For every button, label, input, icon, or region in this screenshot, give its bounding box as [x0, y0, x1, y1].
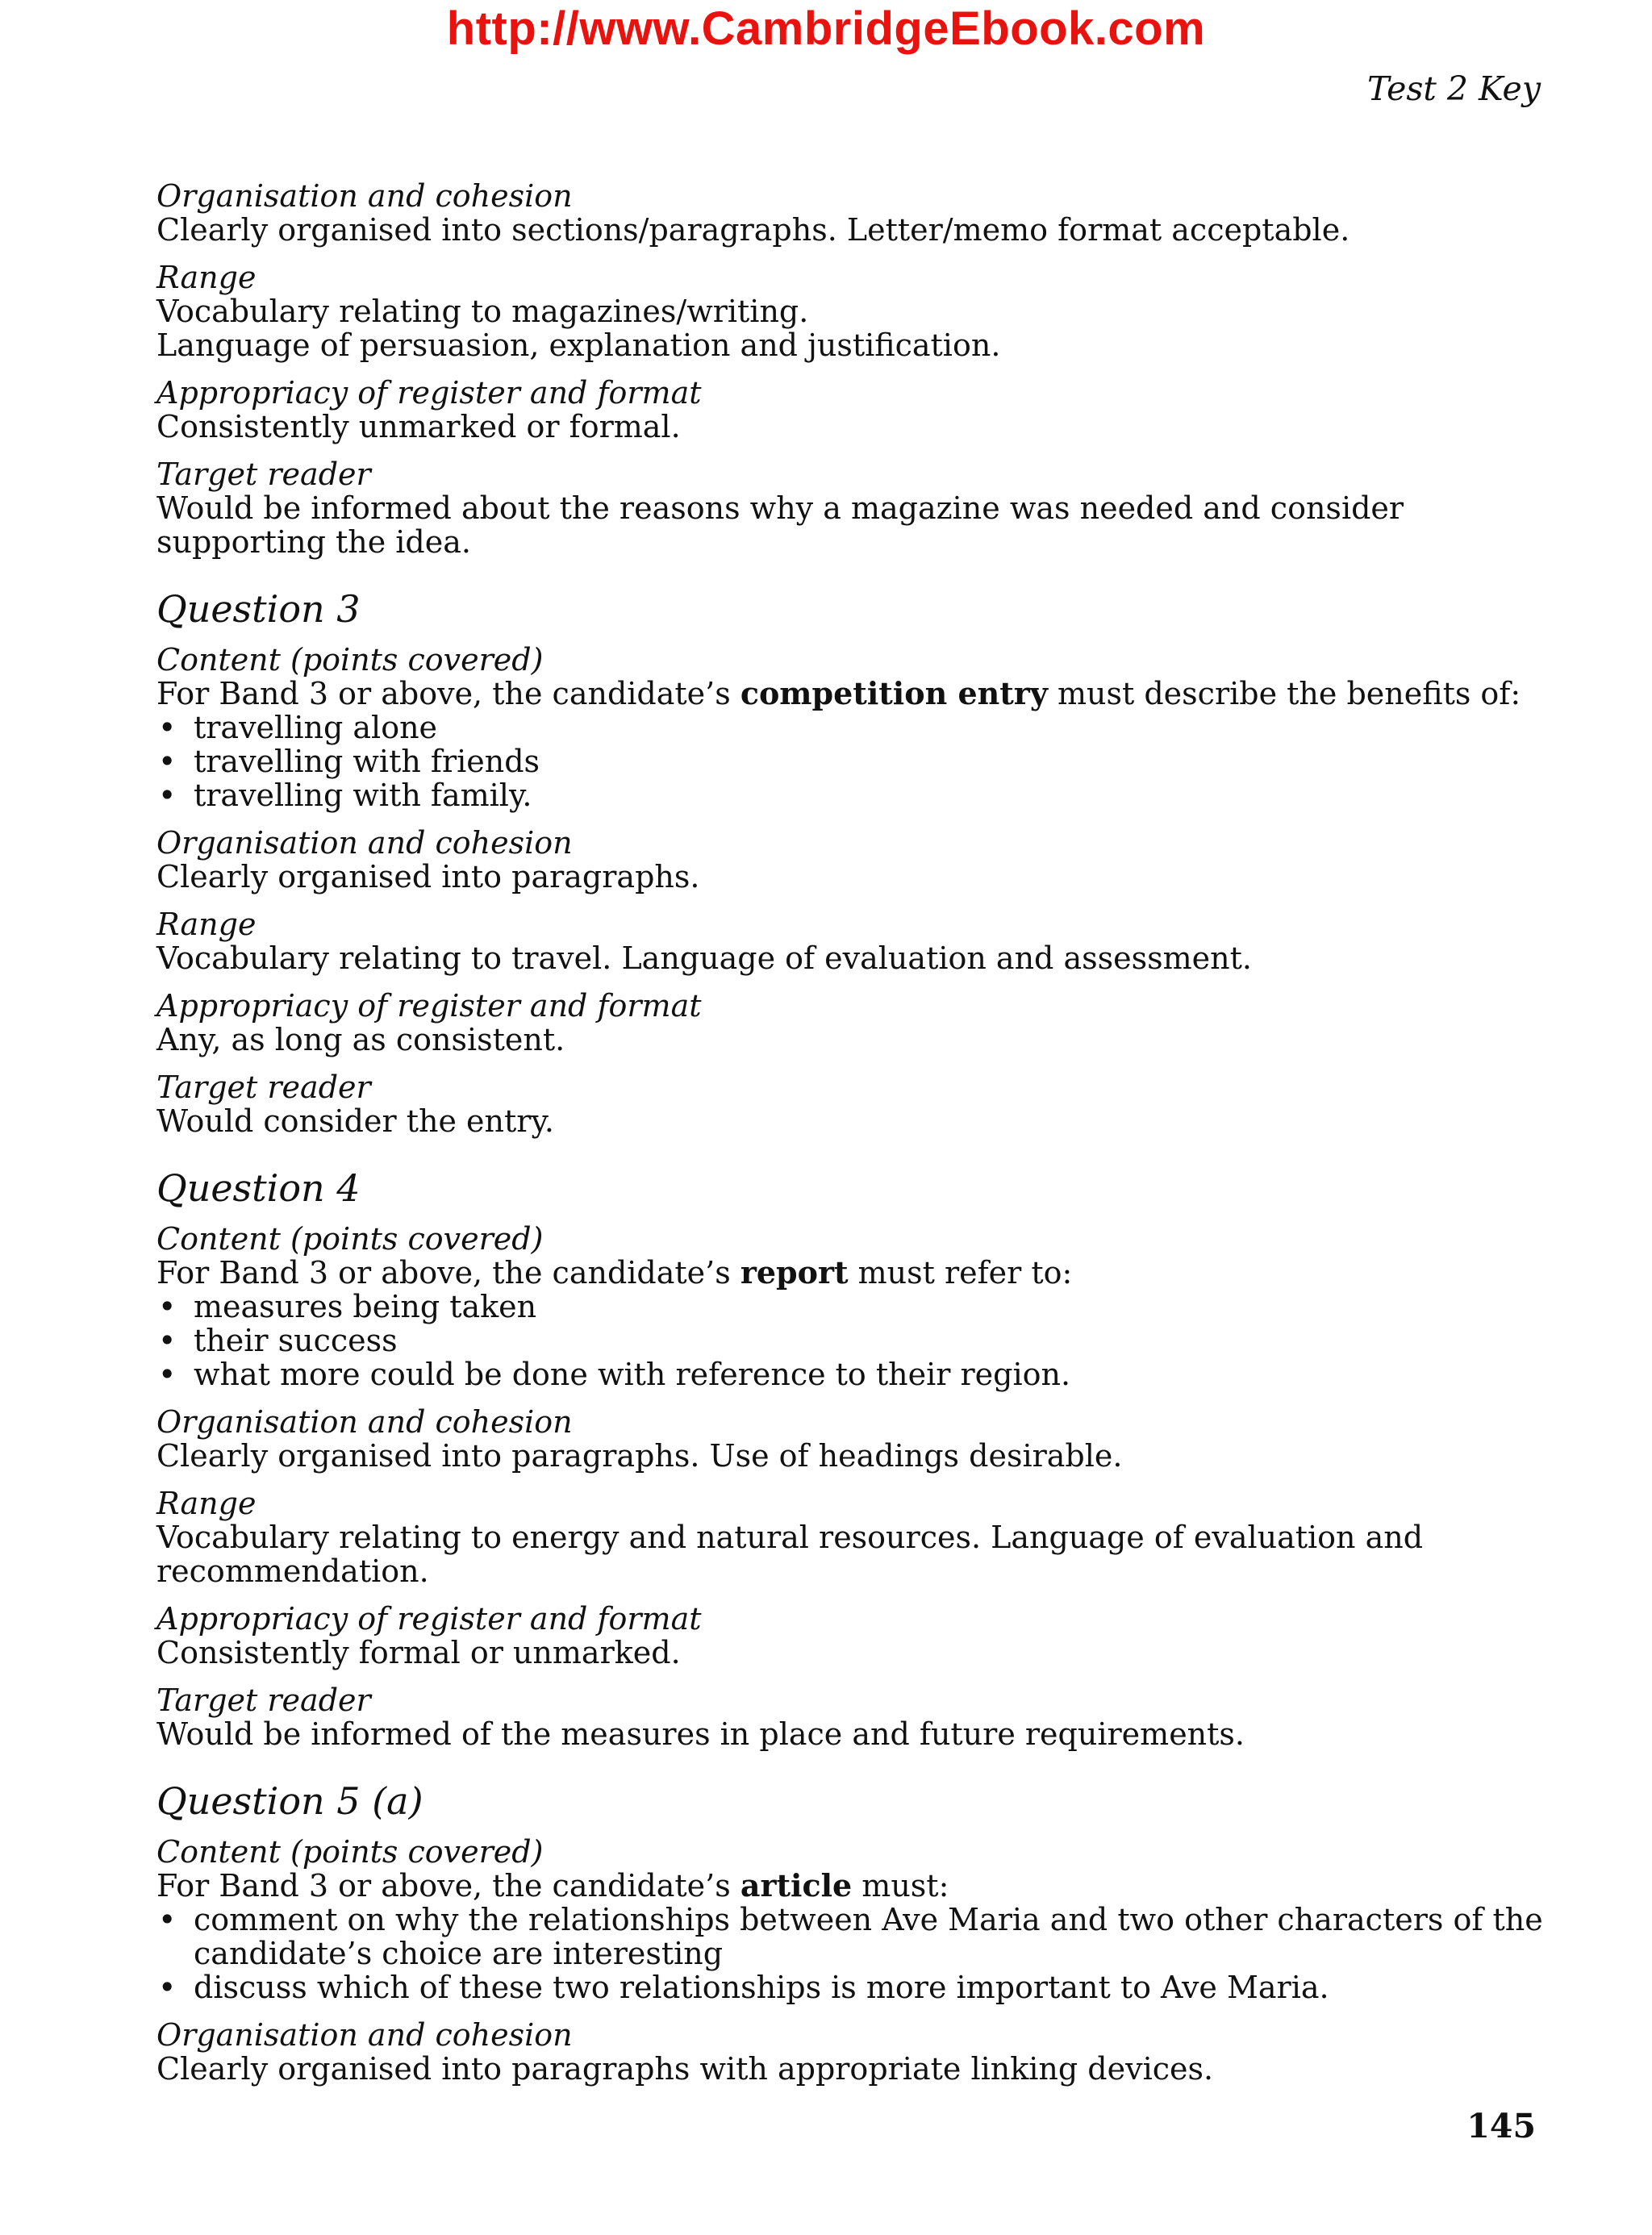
content-label: Content (points covered) — [156, 1834, 544, 1870]
register-text: Consistently unmarked or formal. — [156, 409, 681, 444]
target-reader-text: Would consider the entry. — [156, 1103, 554, 1139]
running-head: Test 2 Key — [1366, 69, 1541, 108]
range-label: Range — [156, 260, 257, 295]
content-pre: For Band 3 or above, the candidate’s — [156, 1255, 740, 1291]
bullet-item: • discuss which of these two relationships is more important to Ave Maria. — [156, 1970, 1544, 2004]
range-block — [156, 907, 1544, 975]
organisation-label: Organisation and cohesion — [156, 178, 573, 214]
intro-section — [156, 179, 1544, 559]
bullet-item: • comment on why the relationships between Ave Maria and two other characters of the candidate’s choice are interesting — [156, 1903, 1544, 1970]
question-4-heading: Question 4 — [156, 1166, 361, 1210]
organisation-block — [156, 1405, 1544, 1473]
organisation-label: Organisation and cohesion — [156, 1404, 573, 1440]
register-block — [156, 1602, 1544, 1670]
range-block — [156, 1487, 1544, 1588]
range-text: Vocabulary relating to energy and natural resources. Language of evaluation and recommendation. — [156, 1520, 1424, 1589]
content-post: must refer to: — [848, 1255, 1073, 1291]
content-block — [156, 1835, 1544, 2004]
organisation-text: Clearly organised into paragraphs. Use of headings desirable. — [156, 1438, 1123, 1474]
content-bullet-list — [156, 711, 1544, 812]
organisation-label: Organisation and cohesion — [156, 825, 573, 861]
bullet-item: • measures being taken — [156, 1290, 1544, 1324]
target-reader-block — [156, 1683, 1544, 1751]
content-intro — [156, 677, 1544, 711]
register-label: Appropriacy of register and format — [156, 988, 702, 1024]
content-label: Content (points covered) — [156, 1221, 544, 1257]
bullet-item: • their success — [156, 1324, 1544, 1357]
target-reader-label: Target reader — [156, 457, 371, 492]
question-3-section — [156, 586, 1544, 1138]
bullet-item: • travelling with friends — [156, 744, 1544, 778]
organisation-block — [156, 826, 1544, 894]
content-task-type: article — [740, 1867, 853, 1904]
content-intro — [156, 1869, 1544, 1903]
register-label: Appropriacy of register and format — [156, 1601, 702, 1637]
organisation-text: Clearly organised into paragraphs with appropriate linking devices. — [156, 2051, 1214, 2087]
bullet-item: • what more could be done with reference to their region. — [156, 1357, 1544, 1391]
target-reader-label: Target reader — [156, 1070, 371, 1105]
target-reader-text: Would be informed of the measures in place and future requirements. — [156, 1716, 1245, 1752]
register-block — [156, 376, 1544, 444]
watermark-url: http://www.CambridgeEbook.com — [446, 2, 1206, 55]
content-bullet-list — [156, 1903, 1544, 2004]
organisation-text: Clearly organised into sections/paragraphs. Letter/memo format acceptable. — [156, 212, 1350, 248]
organisation-label: Organisation and cohesion — [156, 2017, 573, 2053]
page-number: 145 — [1466, 2107, 1536, 2145]
target-reader-text: Would be informed about the reasons why a magazine was needed and consider supporting the idea. — [156, 490, 1404, 560]
target-reader-block — [156, 457, 1544, 559]
register-text: Consistently formal or unmarked. — [156, 1635, 681, 1670]
range-block — [156, 261, 1544, 362]
content-intro — [156, 1256, 1544, 1290]
content-pre: For Band 3 or above, the candidate’s — [156, 676, 740, 711]
content-block — [156, 643, 1544, 812]
range-text: Language of persuasion, explanation and justification. — [156, 327, 1001, 363]
range-text: Vocabulary relating to magazines/writing. — [156, 294, 809, 329]
range-label: Range — [156, 1486, 257, 1521]
content-block — [156, 1222, 1544, 1391]
target-reader-label: Target reader — [156, 1683, 371, 1718]
question-5a-heading: Question 5 (a) — [156, 1779, 423, 1823]
content-task-type: report — [740, 1254, 849, 1291]
register-block — [156, 989, 1544, 1057]
range-text: Vocabulary relating to travel. Language of evaluation and assessment. — [156, 940, 1252, 976]
content-post: must: — [852, 1868, 949, 1904]
target-reader-block — [156, 1070, 1544, 1138]
bullet-item: • travelling with family. — [156, 778, 1544, 812]
register-text: Any, as long as consistent. — [156, 1022, 565, 1057]
range-label: Range — [156, 907, 257, 942]
content-bullet-list — [156, 1290, 1544, 1391]
content-pre: For Band 3 or above, the candidate’s — [156, 1868, 740, 1904]
organisation-text: Clearly organised into paragraphs. — [156, 859, 700, 894]
organisation-block — [156, 179, 1544, 247]
content-label: Content (points covered) — [156, 642, 544, 678]
question-3-heading: Question 3 — [156, 587, 361, 631]
register-label: Appropriacy of register and format — [156, 375, 702, 411]
content-post: must describe the benefits of: — [1047, 676, 1521, 711]
bullet-item: • travelling alone — [156, 711, 1544, 744]
content-task-type: competition entry — [740, 675, 1048, 711]
question-4-section — [156, 1165, 1544, 1751]
organisation-block — [156, 2018, 1544, 2086]
question-5a-section — [156, 1778, 1544, 2086]
page-content — [156, 179, 1544, 2099]
